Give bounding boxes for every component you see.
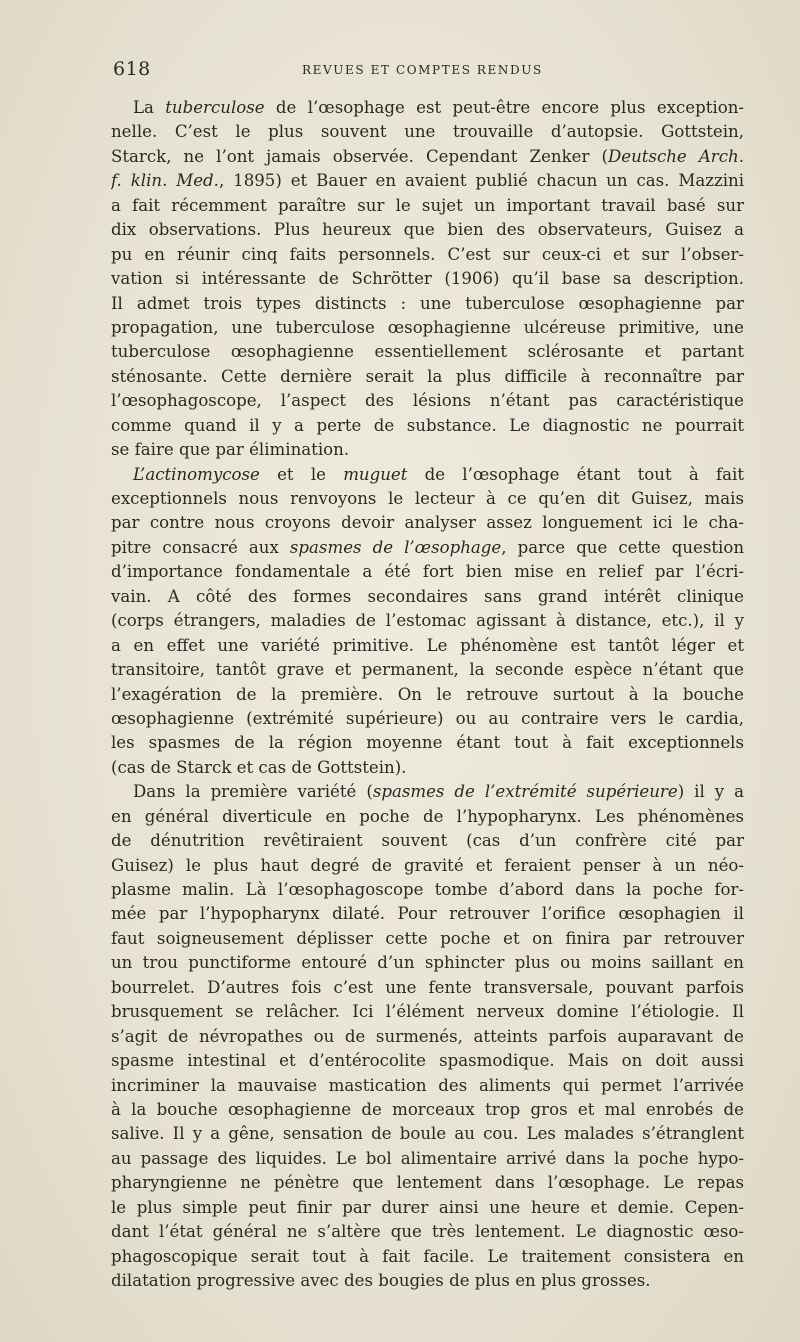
text-run: salive. Il y a gêne, sensation de boule au cou. Les malades s’étranglent (111, 1124, 744, 1144)
page-number: 618 (113, 58, 151, 80)
text-run: incriminer la mauvaise mastication des aliments qui permet l’arrivée (111, 1075, 744, 1095)
text-run: se faire que par élimination. (111, 440, 350, 460)
text-run: vation si intéressante de Schrötter (1906) qu’il base sa description. (111, 269, 744, 289)
text-run: Starck, ne l’ont jamais observée. Cependant Zenker ( (111, 146, 608, 166)
text-run: pharyngienne ne pénètre que lentement dans l’œsophage. Le repas (111, 1173, 744, 1193)
text-run: comme quand il y a perte de substance. Le diagnostic ne pourrait (111, 415, 744, 435)
text-line (111, 96, 744, 120)
text-line (111, 1269, 744, 1293)
text-run: de l’œsophage étant tout à fait (407, 464, 744, 484)
text-run: sténosante. Cette dernière serait la plus difficile à reconnaître par (111, 366, 744, 386)
italic-run: Deutsche Arch. (607, 146, 744, 166)
text-run: et le (259, 464, 344, 484)
text-run: dant l’état général ne s’altère que très lentement. Le diagnostic œso- (111, 1222, 744, 1242)
text-line (111, 976, 744, 1000)
text-line (111, 1245, 744, 1269)
text-line (111, 316, 744, 340)
text-line (111, 511, 744, 535)
text-line (111, 634, 744, 658)
text-run: pitre consacré aux (111, 537, 290, 557)
text-run: brusquement se relâcher. Ici l’élément nerveux domine l’étiologie. Il (111, 1002, 744, 1022)
text-line (111, 951, 744, 975)
italic-run: tuberculose (165, 98, 265, 117)
text-line (111, 292, 744, 316)
text-line (111, 218, 744, 242)
text-line (111, 340, 744, 364)
text-line (111, 463, 744, 487)
text-run: œsophagienne (extrémité supérieure) ou au contraire vers le cardia, (111, 708, 744, 728)
text-run: s’agit de névropathes ou de surmenés, atteints parfois auparavant de (111, 1026, 744, 1046)
text-line (111, 854, 744, 878)
text-line (111, 145, 744, 169)
text-run: au passage des liquides. Le bol alimentaire arrivé dans la poche hypo- (111, 1148, 744, 1168)
text-run: l’exagération de la première. On le retrouve surtout à la bouche (111, 684, 744, 704)
text-run: (cas de Starck et cas de Gottstein). (111, 757, 407, 777)
text-run: en général diverticule en poche de l’hypopharynx. Les phénomènes (111, 806, 744, 826)
text-line (111, 267, 744, 291)
text-line (111, 1049, 744, 1073)
italic-run: f. klin. Med. (111, 171, 219, 191)
text-line (111, 658, 744, 682)
text-run: de l’œsophage est peut-être encore plus exception- (264, 98, 744, 117)
text-line (111, 927, 744, 951)
text-run: Il admet trois types distincts : une tuberculose œsophagienne par (111, 293, 744, 313)
text-line (111, 829, 744, 853)
italic-run: spasmes de l’extrémité supérieure (372, 782, 678, 802)
text-run: , parce que cette question (501, 537, 744, 557)
text-run: , 1895) et Bauer en avaient publié chacun un cas. Mazzini (218, 171, 744, 191)
text-run: a en effet une variété primitive. Le phénomène est tantôt léger et (111, 635, 744, 655)
text-run: à la bouche œsophagienne de morceaux trop gros et mal enrobés de (111, 1099, 744, 1119)
text-line (111, 1196, 744, 1220)
text-line (111, 536, 744, 560)
body-text (111, 96, 744, 1293)
text-line (111, 389, 744, 413)
text-line (111, 878, 744, 902)
text-run: un trou punctiforme entouré d’un sphincter plus ou moins saillant en (111, 953, 744, 973)
text-line (111, 683, 744, 707)
text-run: propagation, une tuberculose œsophagienne ulcéreuse primitive, une (111, 317, 744, 337)
text-line (111, 194, 744, 218)
text-line (111, 1171, 744, 1195)
text-run: pu en réunir cinq faits personnels. C’est sur ceux-ci et sur l’obser- (111, 244, 744, 264)
running-title: REVUES ET COMPTES RENDUS (302, 63, 543, 77)
italic-run: L’actinomycose (133, 464, 260, 484)
text-line (111, 1147, 744, 1171)
text-run: dix observations. Plus heureux que bien des observateurs, Guisez a (111, 220, 744, 240)
text-line (111, 438, 744, 462)
text-run: exceptionnels nous renvoyons le lecteur à ce qu’en dit Guisez, mais (111, 489, 744, 508)
text-run: l’œsophagoscope, l’aspect des lésions n’étant pas caractéristique (111, 391, 744, 411)
text-line (111, 560, 744, 584)
text-line (111, 243, 744, 267)
text-line (111, 609, 744, 633)
italic-run: muguet (343, 464, 408, 484)
text-line (111, 707, 744, 731)
italic-run: spasmes de l’œsophage (289, 537, 502, 557)
text-run: bourrelet. D’autres fois c’est une fente transversale, pouvant parfois (111, 977, 744, 997)
text-line (111, 1025, 744, 1049)
running-head (113, 58, 743, 88)
text-line (111, 169, 744, 193)
text-run: transitoire, tantôt grave et permanent, la seconde espèce n’étant que (111, 660, 744, 680)
text-run: tuberculose œsophagienne essentiellement sclérosante et partant (111, 342, 744, 362)
text-line (111, 780, 744, 804)
text-run: les spasmes de la région moyenne étant tout à fait exceptionnels (111, 733, 744, 753)
text-run: ) il y a (677, 782, 744, 802)
text-line (111, 902, 744, 926)
text-run: mée par l’hypopharynx dilaté. Pour retrouver l’orifice œsophagien il (111, 904, 744, 924)
text-run: phagoscopique serait tout à fait facile. Le traitement consistera en (111, 1246, 744, 1266)
text-run: nelle. C’est le plus souvent une trouvaille d’autopsie. Gottstein, (111, 122, 744, 142)
text-line (111, 1098, 744, 1122)
text-run: plasme malin. Là l’œsophagoscope tombe d’abord dans la poche for- (111, 880, 744, 899)
text-run: vain. A côté des formes secondaires sans grand intérêt clinique (111, 586, 744, 606)
text-run: faut soigneusement déplisser cette poche et on finira par retrouver (111, 928, 744, 948)
text-line (111, 1074, 744, 1098)
text-line (111, 1220, 744, 1244)
text-line (111, 731, 744, 755)
text-run: (corps étrangers, maladies de l’estomac agissant à distance, etc.), il y (111, 611, 744, 631)
text-run: La (133, 98, 166, 117)
text-line (111, 1122, 744, 1146)
text-line (111, 1000, 744, 1024)
text-run: Dans la première variété ( (133, 782, 373, 802)
text-line (111, 487, 744, 511)
text-line (111, 805, 744, 829)
text-line (111, 414, 744, 438)
text-run: dilatation progressive avec des bougies de plus en plus grosses. (111, 1271, 651, 1290)
text-run: a fait récemment paraître sur le sujet un important travail basé sur (111, 195, 744, 215)
text-line (111, 120, 744, 144)
text-run: Guisez) le plus haut degré de gravité et feraient penser à un néo- (111, 855, 744, 875)
text-line (111, 756, 744, 780)
text-run: d’importance fondamentale a été fort bien mise en relief par l’écri- (111, 562, 744, 582)
text-line (111, 365, 744, 389)
text-line (111, 585, 744, 609)
text-run: de dénutrition revêtiraient souvent (cas d’un confrère cité par (111, 831, 744, 851)
text-run: par contre nous croyons devoir analyser assez longuement ici le cha- (111, 513, 744, 533)
text-run: le plus simple peut finir par durer ainsi une heure et demie. Cepen- (111, 1197, 744, 1217)
text-run: spasme intestinal et d’entérocolite spasmodique. Mais on doit aussi (111, 1051, 744, 1071)
